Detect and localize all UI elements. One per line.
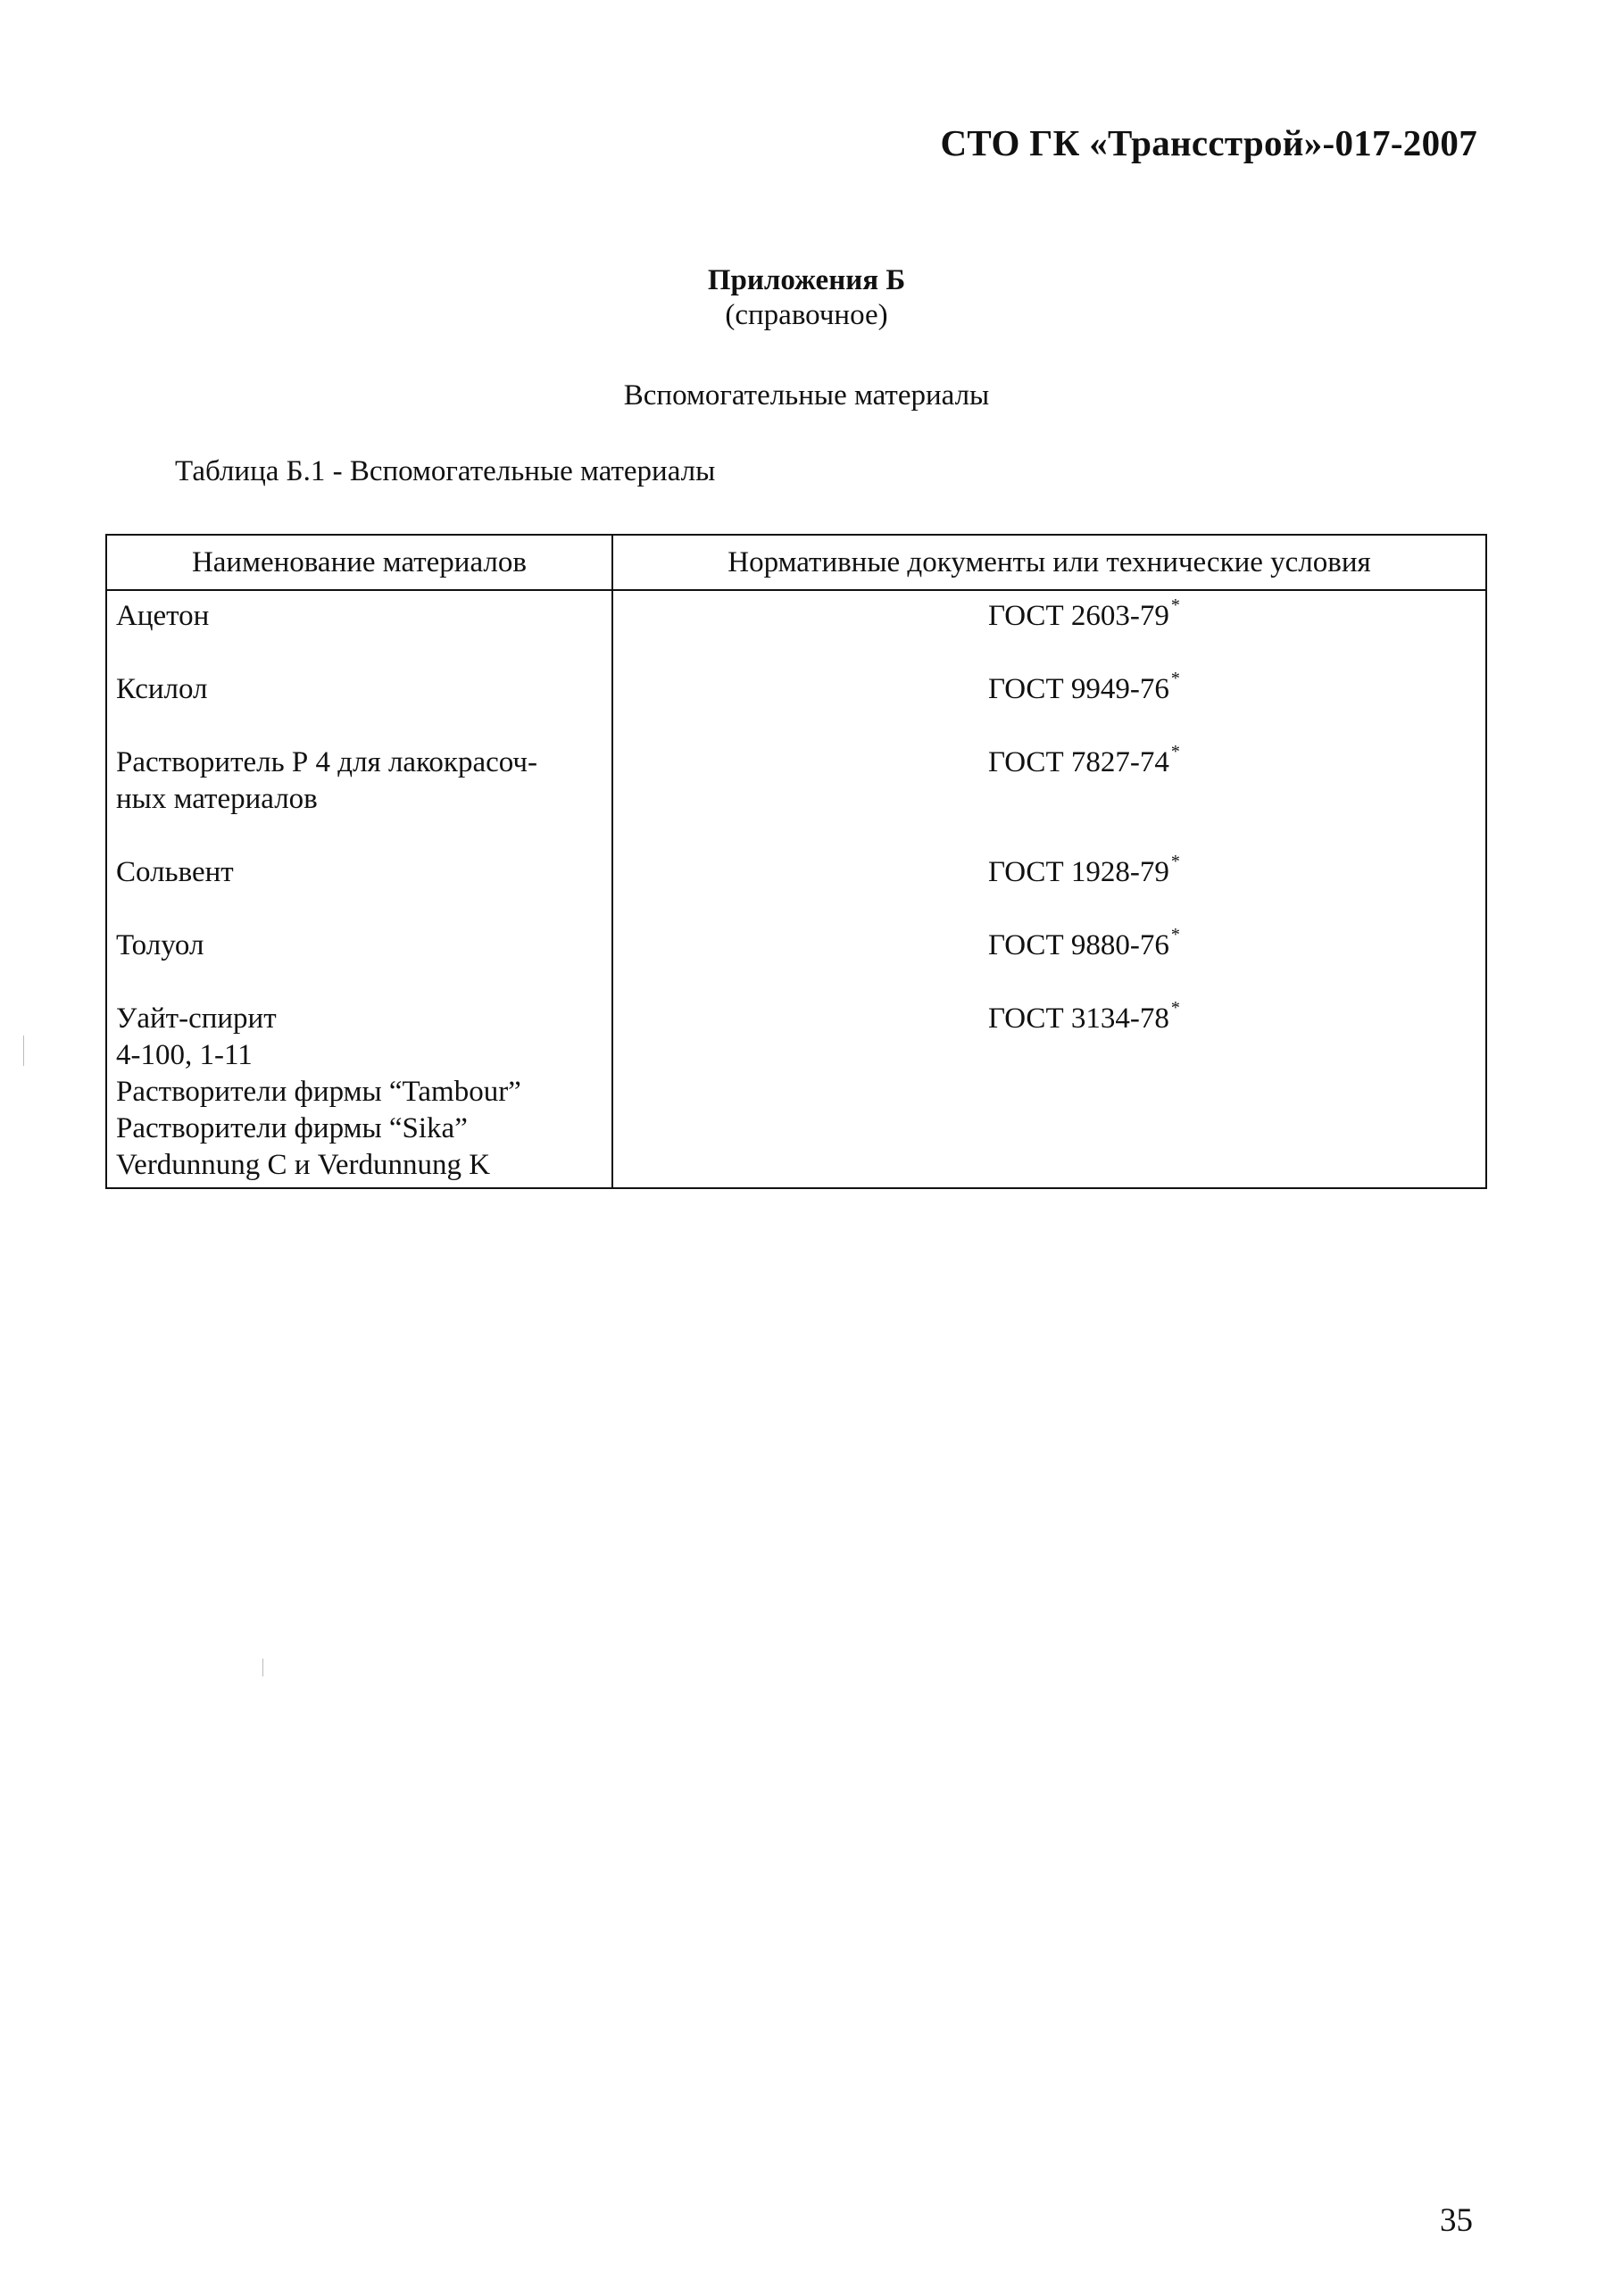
column-header-normative-docs: Нормативные документы или технические условия [612,535,1486,590]
table-caption: Таблица Б.1 - Вспомогательные материалы [175,455,716,487]
doc-marker: * [1170,669,1180,688]
doc-marker: * [1170,852,1180,871]
scan-artifact [262,1659,263,1676]
material-name: Толуол [116,929,204,961]
normative-docs-cell [612,590,1486,1188]
appendix-subtitle: (справочное) [725,299,888,331]
material-name: Растворители фирмы “Sika” [116,1112,468,1144]
normative-doc: ГОСТ 9880-76 * [987,925,1180,961]
normative-doc: ГОСТ 7827-74 * [987,742,1180,778]
page-number: 35 [1440,2202,1473,2239]
doc-marker: * [1170,742,1180,761]
table-header-row [106,535,1486,590]
material-name: Растворитель Р 4 для лакокрасоч- [116,746,537,778]
normative-doc: ГОСТ 2603-79 * [987,595,1180,632]
doc-marker: * [1170,998,1180,1018]
doc-marker: * [1170,595,1180,615]
normative-doc: ГОСТ 1928-79 * [987,852,1180,888]
scan-artifact [23,1036,24,1066]
material-name: Уайт-спирит [116,1002,277,1035]
appendix-title: Приложения Б [707,264,906,296]
normative-doc: ГОСТ 3134-78 * [987,998,1180,1035]
material-name: ных материалов [116,783,318,815]
material-name: 4-100, 1-11 [116,1039,253,1071]
material-name: Растворители фирмы “Tambour” [116,1076,521,1108]
material-name: Ацетон [116,600,210,632]
materials-table [105,534,1487,1189]
material-name: Verdunnung С и Verdunnung K [116,1149,491,1181]
table-row [106,590,1486,1188]
document-code-header: СТО ГК «Трансстрой»-017-2007 [940,122,1477,163]
column-header-material-name: Наименование материалов [106,535,612,590]
normative-doc: ГОСТ 9949-76 * [987,669,1180,705]
material-name: Ксилол [116,673,208,705]
material-name: Сольвент [116,856,234,888]
material-names-cell [106,590,612,1188]
section-title: Вспомогательные материалы [623,379,990,412]
doc-marker: * [1170,925,1180,944]
